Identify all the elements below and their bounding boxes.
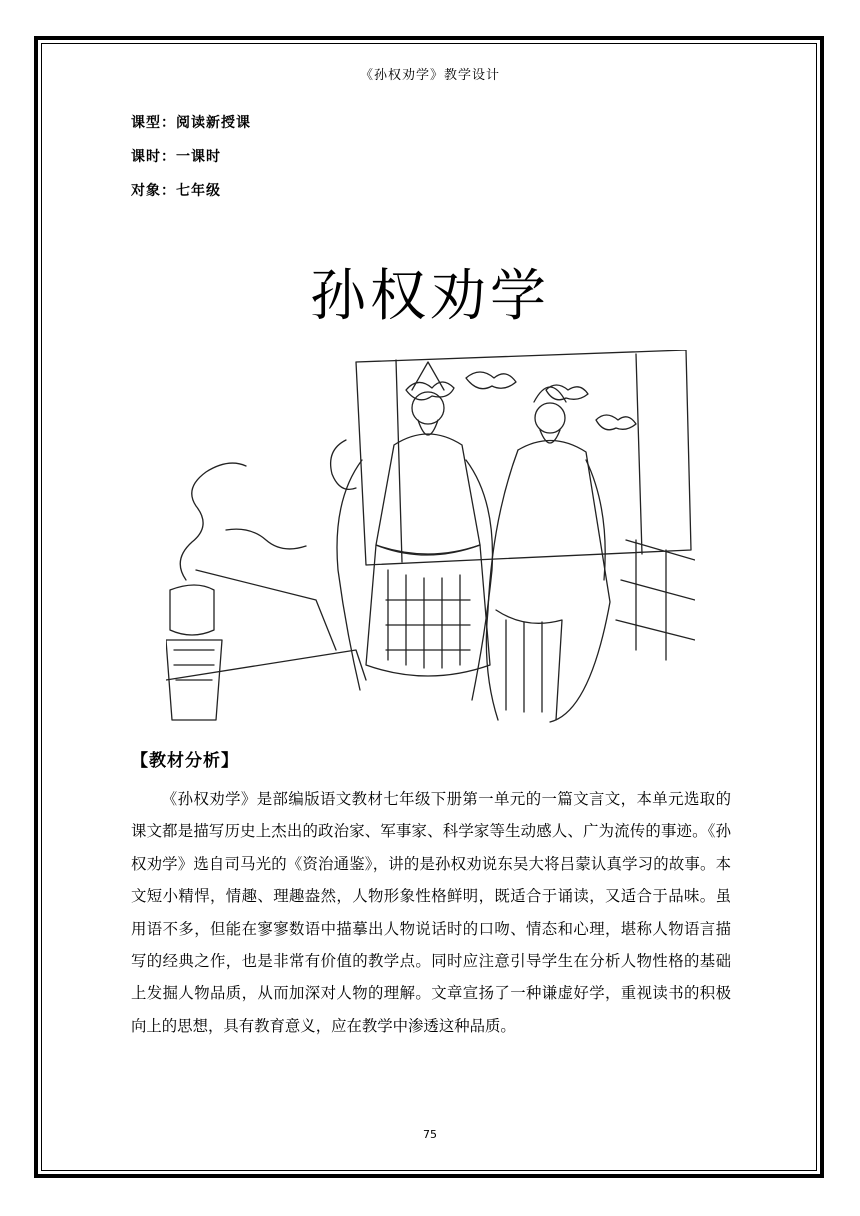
ink-illustration-icon — [166, 350, 695, 724]
course-type: 课型：阅读新授课 — [131, 115, 251, 131]
running-header: 《孙权劝学》教学设计 — [359, 68, 500, 83]
page-title: 孙权劝学 — [310, 264, 550, 329]
target-audience: 对象：七年级 — [131, 183, 221, 199]
section-heading: 【教材分析】 — [131, 751, 239, 771]
page-number: 75 — [423, 1128, 437, 1141]
class-duration: 课时：一课时 — [131, 149, 221, 165]
analysis-paragraph: 《孙权劝学》是部编版语文教材七年级下册第一单元的一篇文言文，本单元选取的课文都是描写历史上杰出的政治家、军事家、科学家等生动感人、广为流传的事迹。《孙权劝学》选自司马光的《资治通鉴》，讲的是孙权劝说东吴大将吕蒙认真学习的故事。本文短小精悍，情趣、理趣盎然，人物形象性格鲜明，既适合于诵读，又适合于品味。虽用语不多，但能在寥寥数语中描摹出人物说话时的口吻、情态和心理，堪称人物语言描写的经典之作，也是非常有价值的教学点。同时应注意引导学生在分析人物性格的基础上发掘人物品质，从而加深对人物的理解。文章宣扬了一种谦虚好学，重视读书的积极向上的思想，具有教育意义，应在教学中渗透这种品质。 — [131, 790, 731, 1035]
